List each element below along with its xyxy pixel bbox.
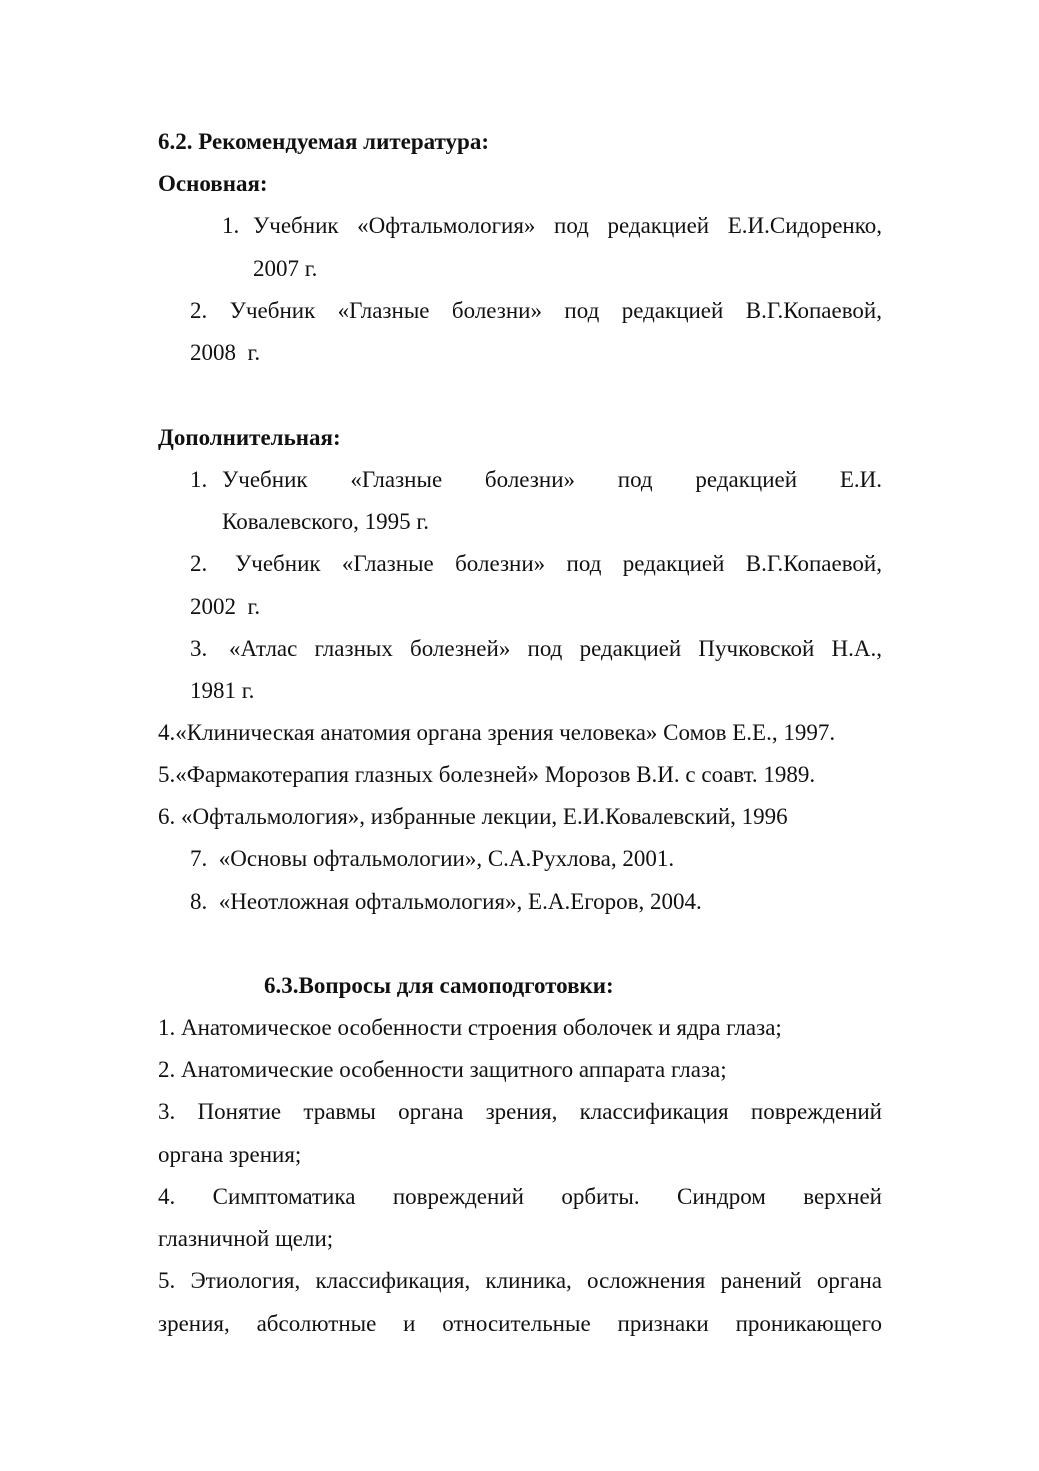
additional-item-3-number: 3.	[190, 636, 208, 661]
additional-item-4: 4.«Клиническая анатомия органа зрения человека» Сомов Е.Е., 1997.	[158, 720, 836, 745]
question-5-line-2: зрения, абсолютные и относительные признаки проникающего	[158, 1311, 882, 1336]
additional-item-5: 5.«Фармакотерапия глазных болезней» Морозов В.И. с соавт. 1989.	[158, 762, 816, 787]
question-4-line-1: 4. Симптоматика повреждений орбиты. Синдром верхней	[158, 1184, 882, 1209]
additional-item-1-line-1: Учебник «Глазные болезни» под редакцией Е.И.	[222, 467, 882, 492]
question-3-line-1: 3. Понятие травмы органа зрения, классификация повреждений	[158, 1099, 882, 1124]
additional-item-2-line-1: Учебник «Глазные болезни» под редакцией В.Г.Копаевой,	[235, 551, 882, 576]
basic-literature-heading: Основная:	[158, 171, 268, 196]
additional-literature-heading: Дополнительная:	[158, 425, 341, 450]
additional-item-7: 7. «Основы офтальмологии», С.А.Рухлова, 2001.	[190, 846, 675, 871]
additional-item-8: 8. «Неотложная офтальмология», Е.А.Егоров, 2004.	[190, 889, 702, 914]
basic-item-2-line-1: 2. Учебник «Глазные болезни» под редакцией В.Г.Копаевой,	[190, 298, 882, 323]
additional-item-1-number: 1.	[190, 467, 208, 492]
additional-item-3-line-1: «Атлас глазных болезней» под редакцией Пучковской Н.А.,	[229, 636, 882, 661]
additional-item-1-line-2: Ковалевского, 1995 г.	[222, 509, 429, 534]
question-4-line-2: глазничной щели;	[158, 1226, 334, 1251]
basic-item-2-line-2: 2008 г.	[190, 340, 261, 365]
section-6-2-heading: 6.2. Рекомендуемая литература:	[158, 129, 489, 154]
basic-item-1-line-1: Учебник «Офтальмология» под редакцией Е.И.Сидоренко,	[253, 213, 882, 238]
question-1: 1. Анатомическое особенности строения оболочек и ядра глаза;	[158, 1015, 782, 1040]
additional-item-2-number: 2.	[190, 551, 208, 576]
question-3-line-2: органа зрения;	[158, 1142, 302, 1167]
additional-item-3-line-2: 1981 г.	[190, 678, 255, 703]
question-5-line-1: 5. Этиология, классификация, клиника, осложнения ранений органа	[158, 1268, 882, 1293]
additional-item-2-line-2: 2002 г.	[190, 594, 261, 619]
basic-item-1-number: 1.	[222, 213, 240, 238]
question-2: 2. Анатомические особенности защитного аппарата глаза;	[158, 1057, 727, 1082]
additional-item-6: 6. «Офтальмология», избранные лекции, Е.И.Ковалевский, 1996	[158, 804, 788, 829]
basic-item-1-line-2: 2007 г.	[253, 256, 318, 281]
section-6-3-heading: 6.3.Вопросы для самоподготовки:	[264, 973, 614, 998]
